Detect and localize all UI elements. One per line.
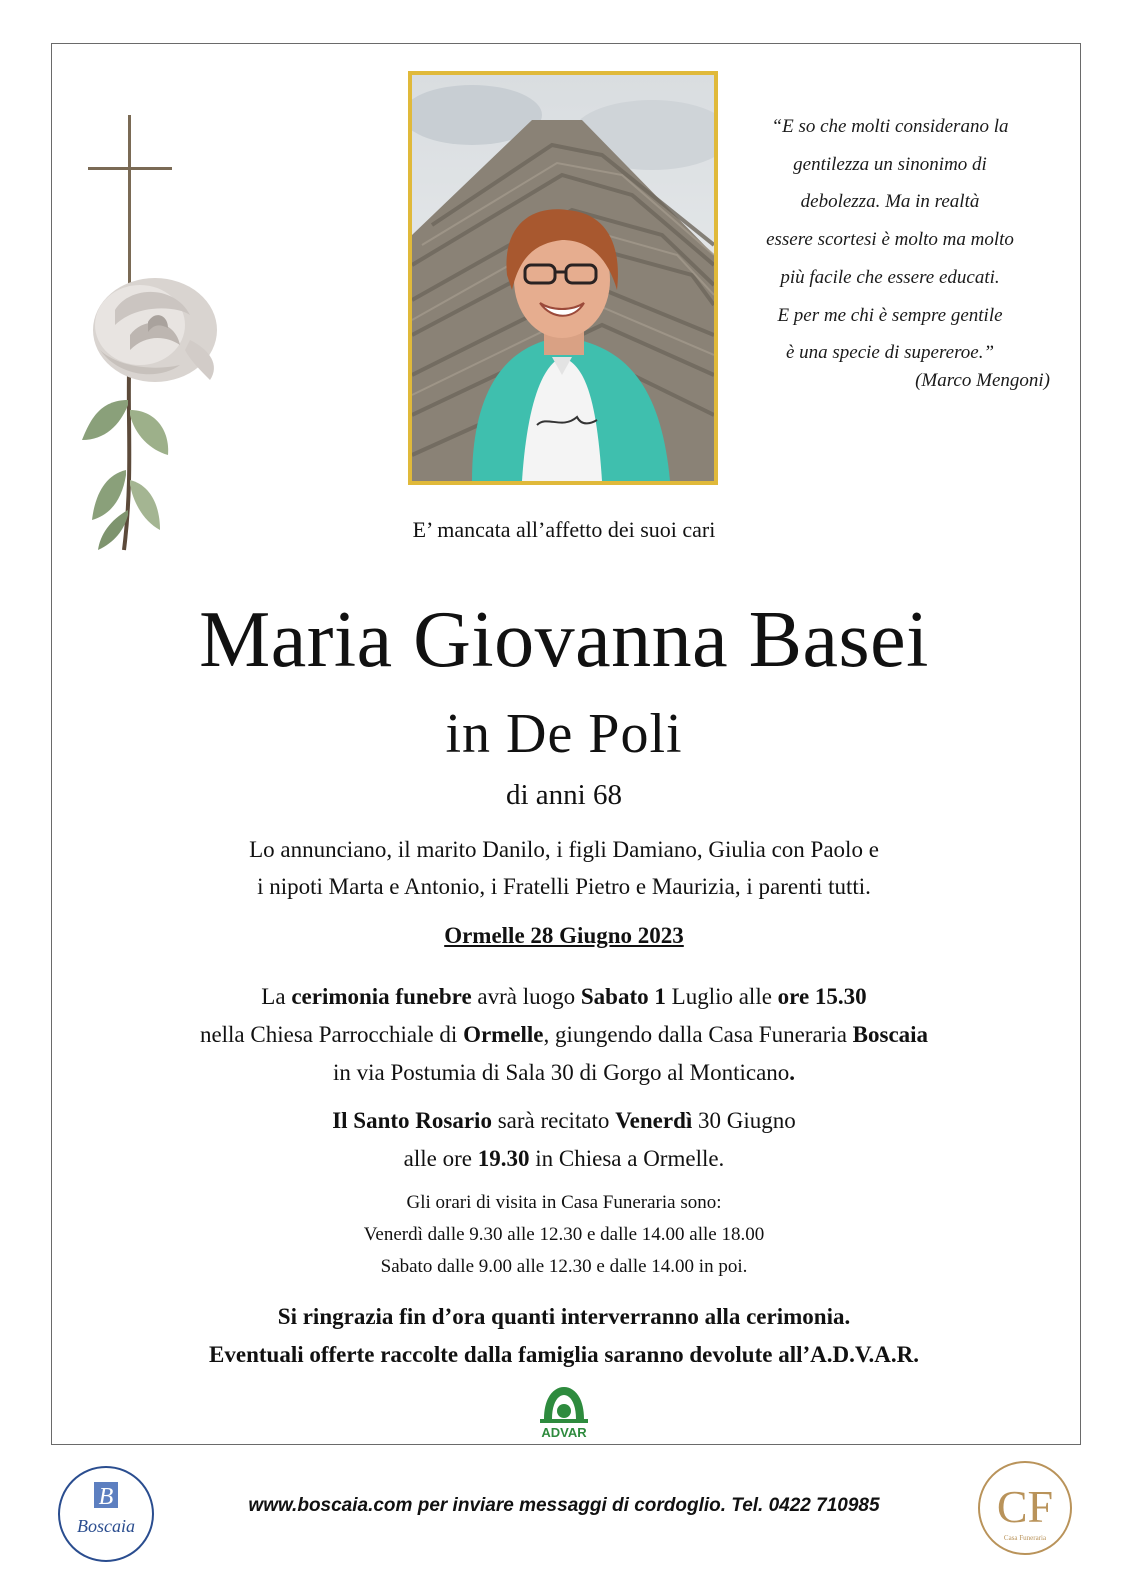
visits-line: Venerdì dalle 9.30 alle 12.30 e dalle 14.00 alle 18.00 [363,1224,765,1245]
family-announcement [0,831,1128,905]
thanks-line: Si ringrazia fin d’ora quanti interverranno alla cerimonia. [277,1304,851,1329]
ceremony-info [0,978,1128,1092]
text: , giungendo dalla Casa Funeraria [543,1022,853,1047]
advar-logo-text: ADVAR [541,1425,587,1439]
ceremony-town: Ormelle [463,1022,544,1047]
ceremony-label: cerimonia funebre [291,984,472,1009]
funeral-home-name: Boscaia [852,1022,929,1047]
ceremony-line-3 [0,1054,1128,1092]
text: in via Postumia di Sala 30 di Gorgo al Monticano [332,1060,790,1085]
cross-rose-icon [60,110,250,560]
quote-line: più facile che essere educati. [780,266,1000,288]
boscaia-logo-text: Boscaia [77,1516,135,1536]
place-date-text: Ormelle 28 Giugno 2023 [444,923,684,948]
visits-line: Sabato dalle 9.00 alle 12.30 e dalle 14.00 in poi. [380,1256,748,1277]
visiting-hours [0,1187,1128,1283]
quote-author: (Marco Mengoni) [915,370,1050,391]
text: nella Chiesa Parrocchiale di [199,1022,464,1047]
rosary-line-1 [0,1102,1128,1140]
boscaia-logo-letter: B [98,1484,114,1510]
portrait-image [412,75,714,481]
thanks-block [0,1298,1128,1374]
ceremony-line-1 [0,978,1128,1016]
casa-funeraria-logo [975,1458,1075,1558]
family-line: i nipoti Marta e Antonio, i Fratelli Pietro e Maurizia, i parenti tutti. [257,874,871,899]
visits-line: Gli orari di visita in Casa Funeraria sono: [406,1192,722,1213]
advar-logo-icon [536,1383,592,1439]
casa-funeraria-logo-icon [975,1458,1075,1558]
deceased-name: Maria Giovanna Basei [199,596,929,684]
quote-line: gentilezza un sinonimo di [793,153,987,175]
text: Luglio alle [665,984,778,1009]
quote-line: debolezza. Ma in realtà [800,191,980,213]
quote-line: è una specie di supereroe.” [785,342,995,364]
married-name: in De Poli [445,703,683,765]
thanks-line: Eventuali offerte raccolte dalla famiglia saranno devolute all’A.D.V.A.R. [209,1342,919,1367]
cross-rose-decoration [60,110,250,560]
rosary-line-2 [0,1140,1128,1178]
ceremony-time: ore 15.30 [777,984,867,1009]
text: alle ore [403,1146,478,1171]
rosary-day: Venerdì [615,1108,693,1133]
portrait-photo [408,71,718,485]
text: avrà luogo [471,984,581,1009]
family-line: Lo annunciano, il marito Danilo, i figli Damiano, Giulia con Paolo e [249,837,879,862]
cf-logo-text: Casa Funeraria [1003,1534,1047,1542]
quote-line: “E so che molti considerano la [771,116,1009,137]
footer-text: www.boscaia.com per inviare messaggi di cordoglio. Tel. 0422 710985 [248,1495,880,1516]
rosary-label: Il Santo Rosario [332,1108,492,1133]
rosary-info [0,1102,1128,1178]
ceremony-day: Sabato 1 [580,984,666,1009]
text: sarà recitato [491,1108,616,1133]
ceremony-line-2 [0,1016,1128,1054]
advar-logo [536,1383,592,1439]
deceased-age: di anni 68 [506,779,622,811]
text: . [789,1060,796,1085]
cf-logo-letters: CF [996,1481,1054,1532]
rosary-time: 19.30 [477,1146,530,1171]
text: in Chiesa a Ormelle. [529,1146,725,1171]
quote-line: E per me chi è sempre gentile [777,304,1003,326]
intro-text: E’ mancata all’affetto dei suoi cari [412,517,716,542]
quote-block [740,108,1040,372]
text: La [261,984,292,1009]
text: 30 Giugno [692,1108,796,1133]
place-date [0,923,1128,949]
quote-line: essere scortesi è molto ma molto [766,229,1014,251]
